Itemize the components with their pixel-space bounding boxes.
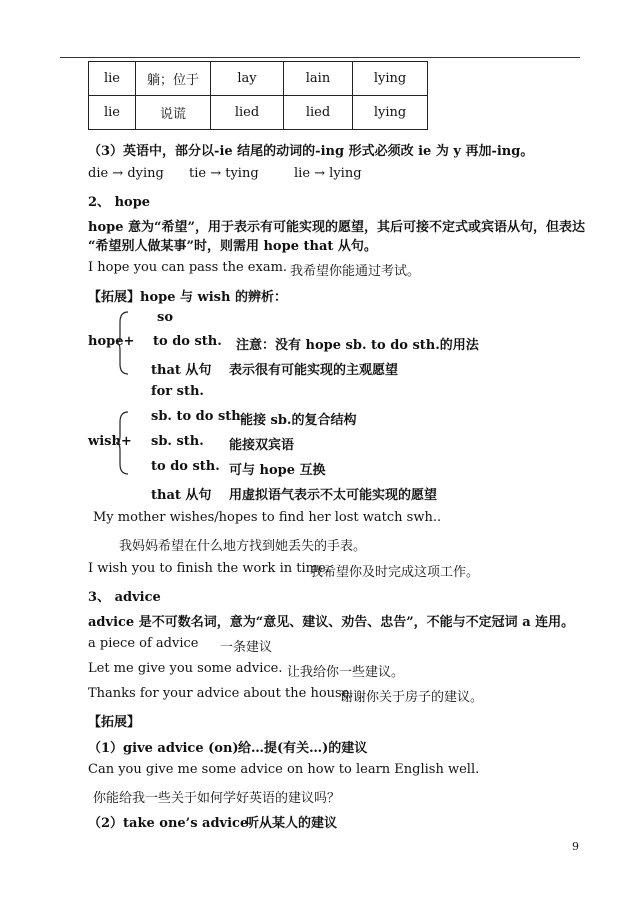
hope-description-line2: “希望别人做某事”时，则需用 hope that 从句。 [88, 239, 377, 254]
table-cell: 说谎 [136, 96, 211, 130]
table-cell: lain [284, 62, 353, 96]
hope-example-en: I hope you can pass the exam. [88, 260, 288, 275]
wish-form-that: that 从句 [151, 488, 212, 503]
hope-form-so: so [157, 310, 173, 325]
take-advice-meaning: 听从某人的建议 [246, 816, 338, 831]
wish-note-sb-sth: 能接双宾语 [229, 438, 295, 453]
wish-example-3-en: I wish you to finish the work in time. [88, 561, 330, 576]
hope-form-to-do: to do sth. [153, 334, 222, 349]
table-cell: lying [353, 96, 428, 130]
rule-3-text: （3）英语中，部分以-ie 结尾的动词的-ing 形式必须改 ie 为 y 再加-ing。 [88, 144, 534, 159]
advice-extend-title: 【拓展】 [88, 715, 141, 730]
hope-plus-label: hope+ [88, 334, 135, 349]
hope-note-that: 表示很有可能实现的主观愿望 [229, 363, 399, 378]
give-advice-example-en: Can you give me some advice on how to learn English well. [88, 762, 480, 777]
table-cell: 躺；位于 [136, 62, 211, 96]
example-tie: tie → tying [189, 166, 259, 181]
hope-example-zh: 我希望你能通过考试。 [290, 264, 421, 279]
wish-brace-icon [115, 410, 131, 476]
wish-example-2-en: My mother wishes/hopes to find her lost watch swh.. [93, 510, 442, 525]
extend-title-hope-wish: 【拓展】hope 与 wish 的辨析： [88, 290, 287, 305]
example-lie: lie → lying [294, 166, 362, 181]
verb-forms-table [88, 61, 428, 130]
table-cell: lay [211, 62, 284, 96]
example-die: die → dying [88, 166, 164, 181]
advice-example-1-zh: 一条建议 [220, 640, 273, 655]
table-cell: lied [211, 96, 284, 130]
advice-example-3-zh: 谢谢你关于房子的建议。 [340, 690, 484, 705]
table-cell: lie [89, 62, 136, 96]
advice-example-3-en: Thanks for your advice about the house. [88, 686, 354, 701]
take-advice-phrase: （2）take one’s advice [88, 816, 249, 831]
advice-example-2-zh: 让我给你一些建议。 [287, 665, 405, 680]
wish-form-to-do: to do sth. [151, 459, 220, 474]
table-cell: lie [89, 96, 136, 130]
wish-form-sb-to-do: sb. to do sth. [151, 409, 246, 424]
hope-form-for: for sth. [151, 384, 204, 399]
wish-plus-label: wish+ [88, 434, 132, 449]
wish-example-2-zh: 我妈妈希望在什么地方找到她丢失的手表。 [119, 539, 367, 554]
advice-example-2-en: Let me give you some advice. [88, 661, 283, 676]
table-row [89, 62, 428, 96]
header-rule [60, 57, 580, 58]
wish-form-sb-sth: sb. sth. [151, 434, 204, 449]
give-advice-phrase: （1）give advice (on) [88, 741, 239, 756]
advice-example-1-en: a piece of advice [88, 636, 199, 651]
table-row [89, 96, 428, 130]
section-2-heading: 2、 hope [88, 195, 151, 210]
hope-form-that: that 从句 [151, 363, 212, 378]
table-cell: lied [284, 96, 353, 130]
hope-description-line1: hope 意为“希望”，用于表示有可能实现的愿望，其后可接不定式或宾语从句，但表达 [88, 220, 585, 235]
wish-note-sb-to-do: 能接 sb.的复合结构 [240, 413, 357, 428]
hope-note-to-do: 注意：没有 hope sb. to do sth.的用法 [236, 338, 479, 353]
table-cell: lying [353, 62, 428, 96]
page-number: 9 [572, 840, 579, 853]
wish-note-to-do: 可与 hope 互换 [229, 463, 326, 478]
wish-note-that: 用虚拟语气表示不太可能实现的愿望 [229, 488, 438, 503]
give-advice-meaning: 给…提(有关…)的建议 [238, 741, 368, 756]
give-advice-example-zh: 你能给我一些关于如何学好英语的建议吗？ [93, 791, 341, 806]
wish-example-3-zh: 我希望你及时完成这项工作。 [310, 565, 480, 580]
hope-brace-icon [115, 310, 131, 376]
advice-description: advice 是不可数名词，意为“意见、建议、劝告、忠告”，不能与不定冠词 a 连用。 [88, 615, 575, 630]
section-3-heading: 3、 advice [88, 590, 161, 605]
